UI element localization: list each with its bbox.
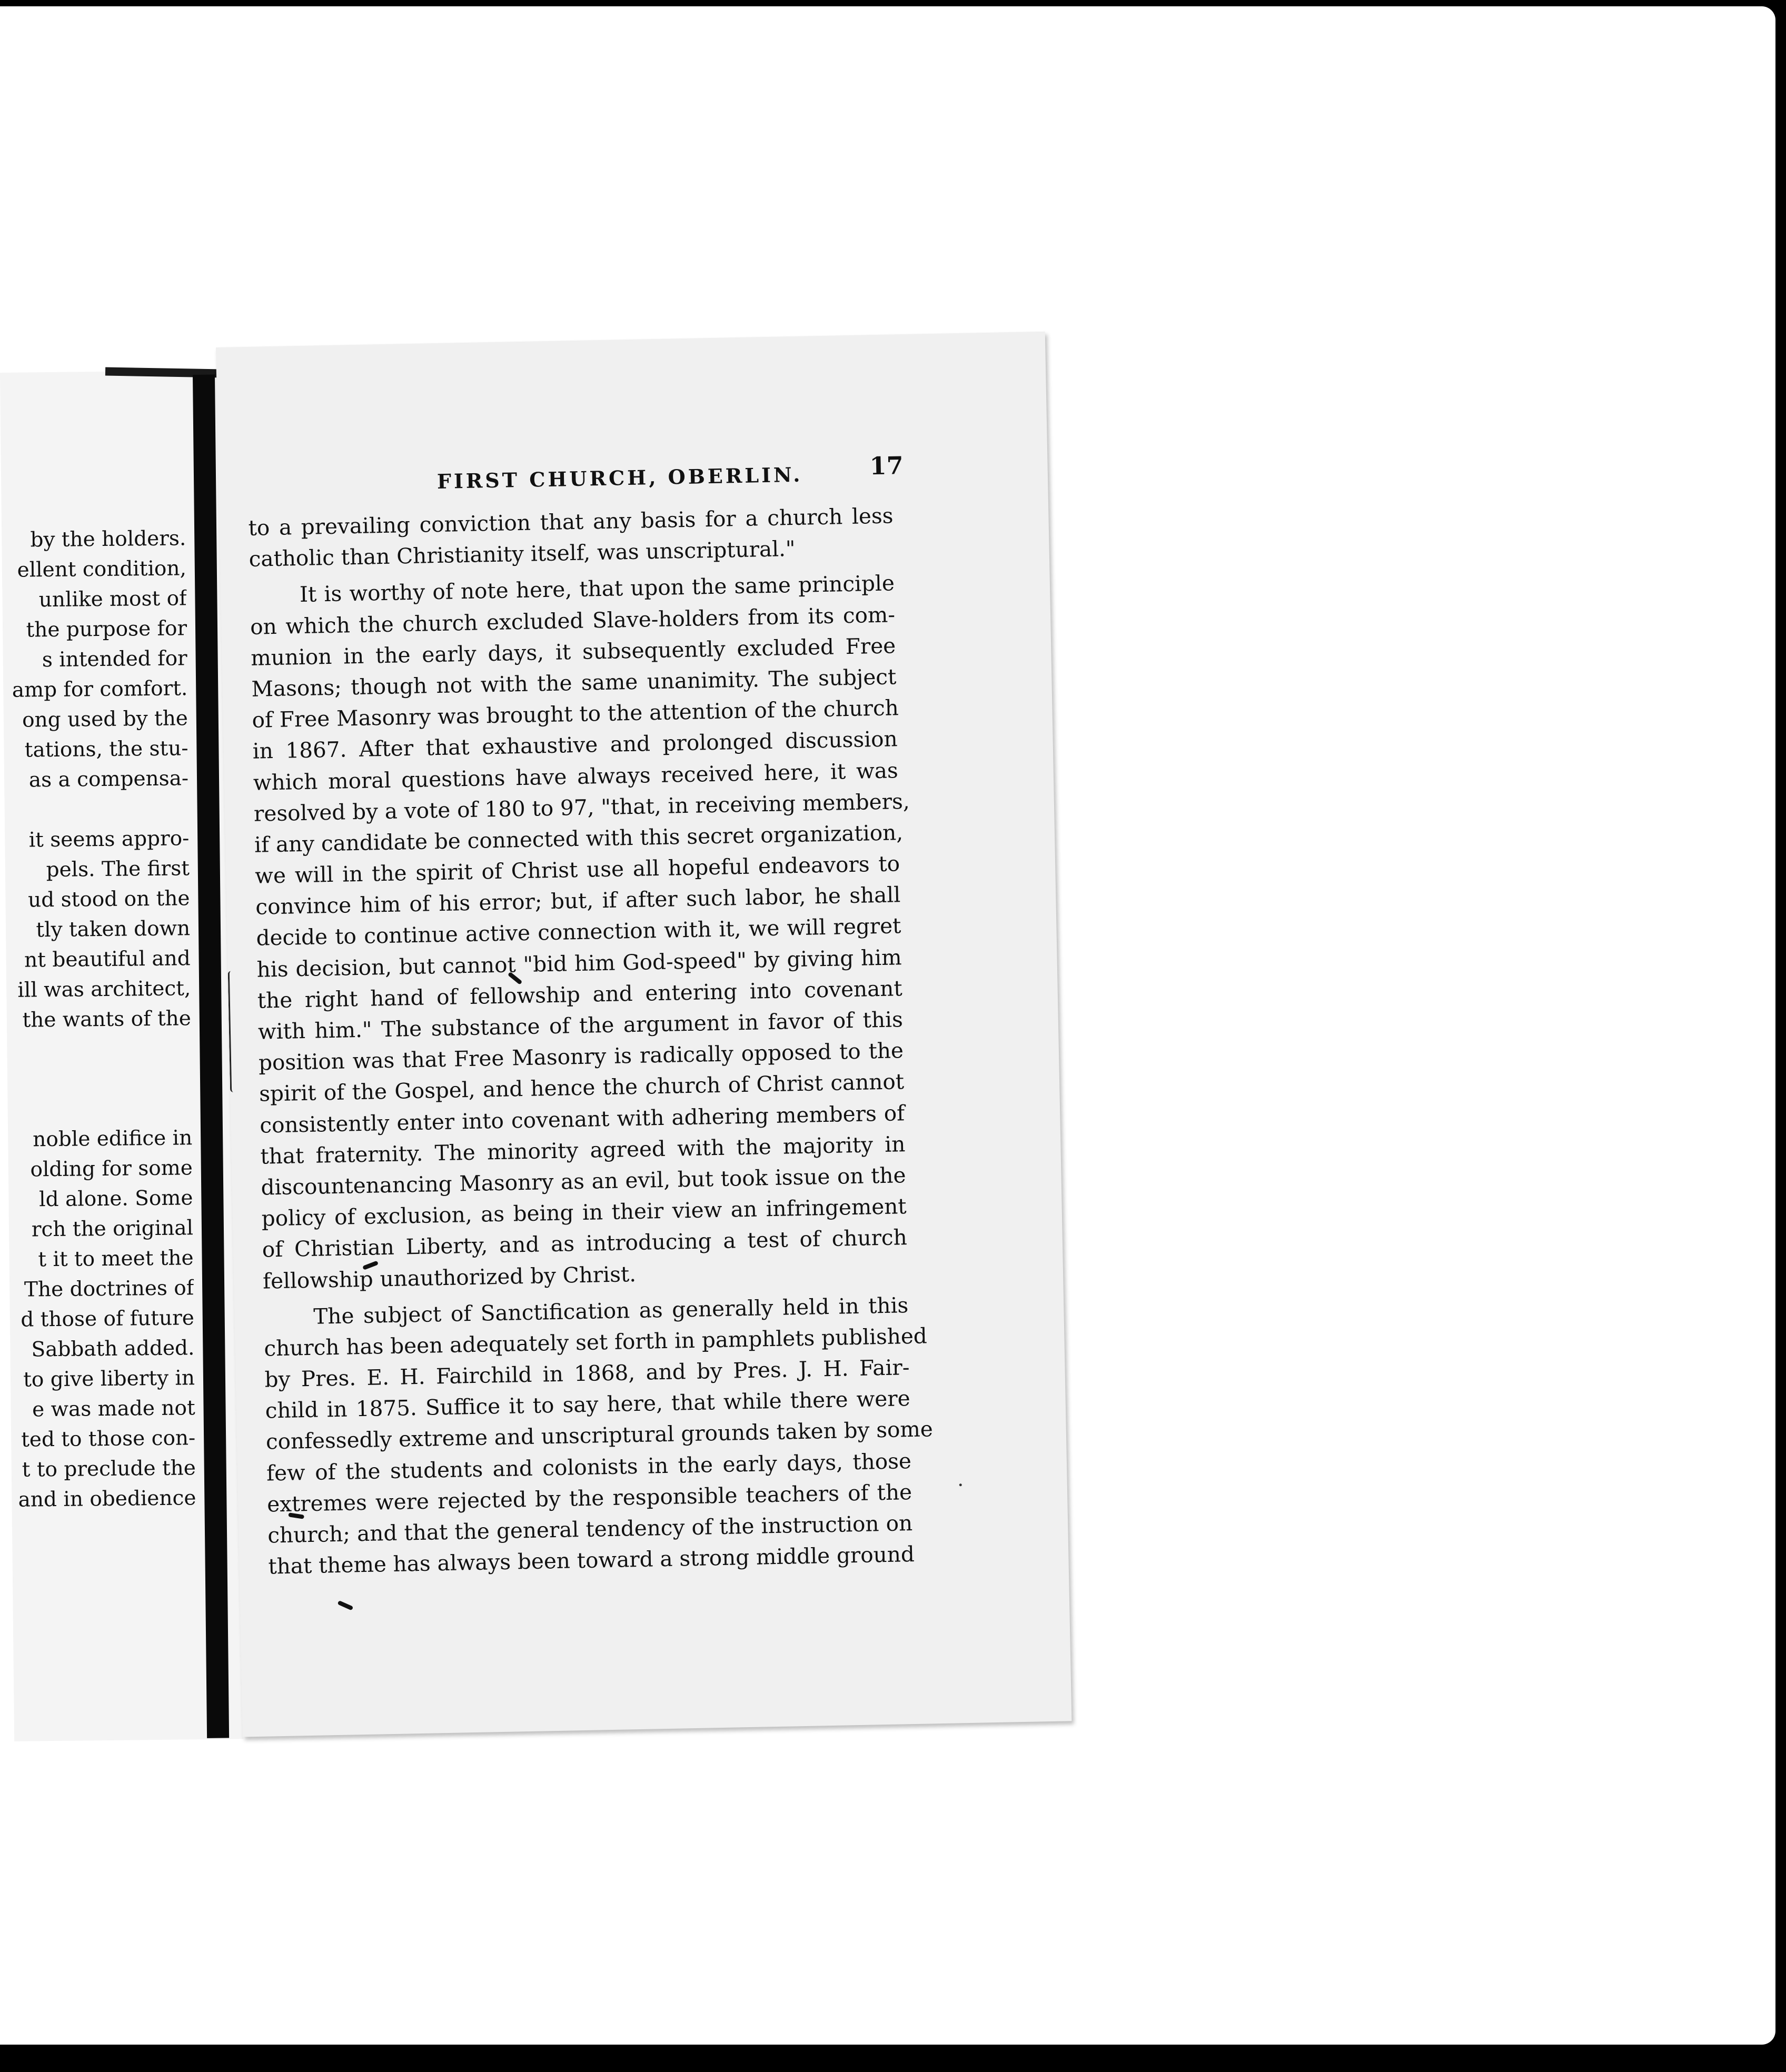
left-line: s intended for xyxy=(42,646,187,672)
text-line: catholic than Christianity itself, was unscriptural." xyxy=(249,536,796,572)
left-line: ellent condition, xyxy=(17,556,187,582)
left-line: ill was architect, xyxy=(17,977,191,1002)
pen-mark xyxy=(338,1600,354,1610)
left-line: d those of future xyxy=(21,1306,195,1332)
text-line: church; and that the general tendency of the instruction on xyxy=(267,1510,913,1548)
text-line: on which the church excluded Slave-holders from its com- xyxy=(250,601,896,640)
text-line: to a prevailing conviction that any basis for a church less xyxy=(248,503,894,541)
left-line-blank xyxy=(4,793,189,825)
left-line-blank xyxy=(7,1033,192,1125)
text-line: that theme has always been toward a strong middle ground xyxy=(268,1541,915,1579)
running-head: FIRST CHURCH, OBERLIN. xyxy=(436,462,803,493)
text-line: church has been adequately set forth in pamphlets published xyxy=(264,1323,928,1361)
left-line: by the holders. xyxy=(30,526,186,552)
left-line: e was made not xyxy=(32,1396,195,1422)
left-line: the wants of the xyxy=(22,1007,192,1032)
left-line: as a compensa- xyxy=(28,766,189,792)
text-line: with him." The substance of the argument in favor of this xyxy=(257,1007,904,1044)
left-line: unlike most of xyxy=(38,586,187,612)
left-line: t it to meet the xyxy=(38,1246,194,1272)
text-line: we will in the spirit of Christ use all hopeful endeavors to xyxy=(254,851,900,889)
margin-bracket-mark xyxy=(228,971,240,1092)
text-line: few of the students and colonists in the early days, those xyxy=(266,1448,912,1486)
text-line: by Pres. E. H. Fairchild in 1868, and by Pres. J. H. Fair- xyxy=(264,1354,910,1392)
left-line: it seems appro- xyxy=(28,826,190,852)
text-line: decide to continue active connection with it, we will regret xyxy=(256,913,901,951)
text-line: Masons; though not with the same unanimity. The subject xyxy=(251,664,897,702)
text-line: child in 1875. Suffice it to say here, that while there were xyxy=(265,1386,911,1423)
text-line: munion in the early days, it subsequently excluded Free xyxy=(250,633,896,671)
text-line: It is worthy of note here, that upon the same principle xyxy=(299,570,895,607)
text-line: consistently enter into covenant with adhering members of xyxy=(259,1100,905,1138)
text-line: in 1867. After that exhaustive and prolonged discussion xyxy=(252,726,898,764)
text-line: fellowship unauthorized by Christ. xyxy=(262,1261,637,1294)
left-line: Sabbath added. xyxy=(31,1336,195,1362)
left-line: ted to those con- xyxy=(21,1426,196,1452)
left-line: and in obedience xyxy=(18,1486,196,1512)
text-line: spirit of the Gospel, and hence the church of Christ cannot xyxy=(259,1069,905,1107)
text-line: position was that Free Masonry is radically opposed to the xyxy=(258,1038,904,1075)
left-line: the purpose for xyxy=(26,616,187,642)
text-line: the right hand of fellowship and entering into covenant xyxy=(257,975,903,1013)
text-line: of Free Masonry was brought to the attention of the church xyxy=(252,695,899,733)
left-line: pels. The first xyxy=(46,856,190,882)
text-line: convince him of his error; but, if after such labor, he shall xyxy=(255,882,901,920)
left-line: ld alone. Some xyxy=(38,1186,193,1212)
text-line: policy of exclusion, as being in their view an infringement xyxy=(261,1193,907,1231)
right-page xyxy=(216,332,1071,1737)
text-line: of Christian Liberty, and as introducing a test of church xyxy=(262,1224,908,1262)
text-line: extremes were rejected by the responsible teachers of the xyxy=(266,1479,912,1517)
left-line: to give liberty in xyxy=(23,1366,195,1392)
body-text xyxy=(248,500,934,1582)
left-page-text xyxy=(2,523,196,1515)
text-line: discountenancing Masonry as an evil, but took issue on the xyxy=(261,1162,906,1200)
left-line: rch the original xyxy=(31,1216,194,1242)
left-line: ong used by the xyxy=(22,706,188,732)
left-line: noble edifice in xyxy=(33,1126,193,1152)
left-line: amp for comfort. xyxy=(12,676,188,702)
text-line: that fraternity. The minority agreed with the majority in xyxy=(260,1131,906,1169)
text-line: which moral questions have always received here, it was xyxy=(253,757,899,795)
left-line: nt beautiful and xyxy=(24,947,191,972)
text-line: his decision, but cannot "bid him God-speed" by giving him xyxy=(256,944,902,982)
left-line: ud stood on the xyxy=(27,886,190,912)
text-line: if any candidate be connected with this secret organization, xyxy=(254,819,904,858)
left-line: The doctrines of xyxy=(24,1276,194,1302)
left-line: tly taken down xyxy=(36,917,191,942)
left-line: olding for some xyxy=(30,1156,193,1182)
text-line: confessedly extreme and unscriptural grounds taken by some xyxy=(265,1416,934,1455)
page-number: 17 xyxy=(869,451,904,481)
text-line: resolved by a vote of 180 to 97, "that, in receiving members, xyxy=(253,788,910,826)
left-line: tations, the stu- xyxy=(24,736,188,762)
text-line: The subject of Sanctification as generally held in this xyxy=(313,1292,909,1329)
speck xyxy=(959,1483,962,1486)
left-line: t to preclude the xyxy=(22,1456,196,1482)
